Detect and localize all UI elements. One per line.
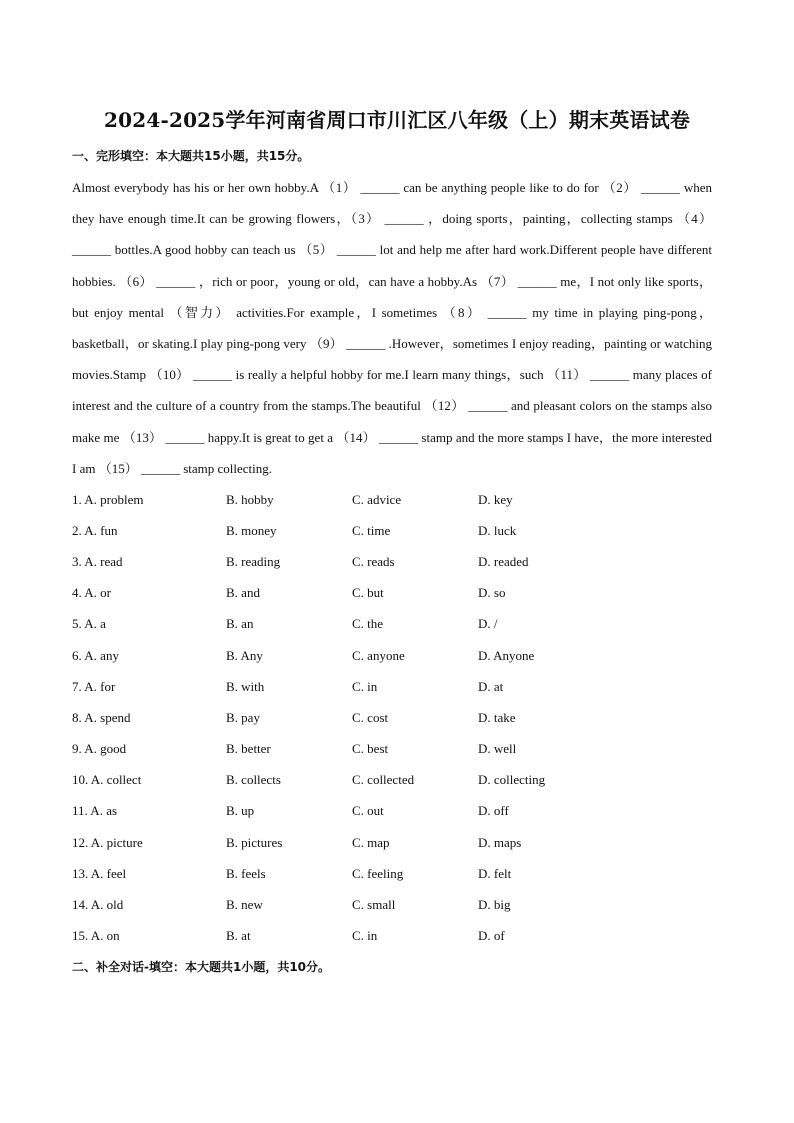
- option-a: 1. A. problem: [72, 491, 144, 507]
- option-b: B. pictures: [226, 834, 283, 850]
- option-d: D. of: [478, 928, 505, 944]
- option-d: D. well: [478, 741, 517, 757]
- option-b: B. collects: [226, 772, 281, 788]
- option-b: B. Any: [226, 647, 263, 663]
- option-d: D. at: [478, 678, 504, 694]
- option-a: 7. A. for: [72, 678, 116, 694]
- option-b: B. reading: [226, 553, 281, 569]
- option-b: B. an: [226, 616, 254, 632]
- option-a: 5. A. a: [72, 616, 106, 632]
- exam-title: 2024-2025学年河南省周口市川汇区八年级（上）期末英语试卷: [103, 108, 691, 132]
- option-d: D. luck: [478, 522, 517, 538]
- option-a: 6. A. any: [72, 647, 119, 663]
- option-a: 14. A. old: [72, 897, 124, 913]
- option-d: D. key: [478, 491, 513, 507]
- section-2-heading: 二、补全对话-填空：本大题共1小题，共10分。: [72, 960, 331, 974]
- question-row: [72, 546, 712, 577]
- option-a: 12. A. picture: [72, 834, 143, 850]
- option-c: C. reads: [352, 553, 395, 569]
- option-a: 2. A. fun: [72, 522, 118, 538]
- option-a: 10. A. collect: [72, 772, 142, 788]
- question-row: [72, 515, 712, 546]
- cloze-passage: Almost everybody has his or her own hobby.A （1） ______ can be anything people like to do for （2） ______ when they have enough time.It can be growing flowers，（3） ______ ，doing sports，painting，collecting stamps （4） ______ bottles.A good hobby can teach us （5） ______ lot and help me after hard work.Different people have different hobbies. （6） ______ ，rich or poor，young or old，can have a hobby.As （7） ______ me，I not only like sports，but enjoy mental （智力） activities.For example，I sometimes （8） ______ my time in playing ping-pong，basketball，or skating.I play ping-pong very （9） ______ .However，sometimes I enjoy reading，painting or watching movies.Stamp （10） ______ is really a helpful hobby for me.I learn many things，such （11） ______ many places of interest and the culture of a country from the stamps.The beautiful （12） ______ and pleasant colors on the stamps also make me （13） ______ happy.It is great to get a （14） ______ stamp and the more stamps I have，the more interested I am （15） ______ stamp collecting.: [72, 180, 712, 476]
- option-b: B. and: [226, 585, 260, 601]
- option-c: C. in: [352, 678, 378, 694]
- option-d: D. so: [478, 585, 506, 601]
- option-d: D. big: [478, 897, 511, 913]
- question-row: [72, 765, 712, 796]
- question-row: [72, 578, 712, 609]
- option-a: 15. A. on: [72, 928, 120, 944]
- question-row: [72, 734, 712, 765]
- option-c: C. cost: [352, 709, 389, 725]
- option-b: B. better: [226, 741, 271, 757]
- option-d: D. Anyone: [478, 647, 535, 663]
- option-c: C. best: [352, 741, 389, 757]
- option-b: B. new: [226, 897, 263, 913]
- option-b: B. at: [226, 928, 251, 944]
- option-c: C. anyone: [352, 647, 405, 663]
- option-a: 9. A. good: [72, 741, 127, 757]
- option-b: B. up: [226, 803, 255, 819]
- option-c: C. but: [352, 585, 384, 601]
- options-list: [72, 484, 712, 952]
- option-d: D. readed: [478, 553, 529, 569]
- question-row: [72, 858, 712, 889]
- option-a: 13. A. feel: [72, 865, 127, 881]
- question-row: [72, 921, 712, 952]
- question-row: [72, 827, 712, 858]
- question-row: [72, 889, 712, 920]
- option-c: C. the: [352, 616, 384, 632]
- option-c: C. collected: [352, 772, 415, 788]
- option-b: B. hobby: [226, 491, 274, 507]
- option-a: 11. A. as: [72, 803, 118, 819]
- option-c: C. feeling: [352, 865, 404, 881]
- option-c: C. out: [352, 803, 384, 819]
- option-a: 4. A. or: [72, 585, 111, 601]
- option-d: D. felt: [478, 865, 512, 881]
- option-c: C. in: [352, 928, 378, 944]
- option-d: D. collecting: [478, 772, 546, 788]
- option-c: C. small: [352, 897, 396, 913]
- section-1-heading: 一、完形填空：本大题共15小题，共15分。: [72, 149, 310, 163]
- option-c: C. advice: [352, 491, 402, 507]
- option-d: D. /: [478, 616, 498, 632]
- option-a: 8. A. spend: [72, 709, 131, 725]
- option-c: C. map: [352, 834, 390, 850]
- option-a: 3. A. read: [72, 553, 123, 569]
- option-b: B. feels: [226, 865, 266, 881]
- option-b: B. money: [226, 522, 277, 538]
- option-d: D. off: [478, 803, 509, 819]
- question-row: [72, 484, 712, 515]
- question-row: [72, 702, 712, 733]
- question-row: [72, 609, 712, 640]
- option-b: B. pay: [226, 709, 260, 725]
- option-d: D. take: [478, 709, 516, 725]
- option-b: B. with: [226, 678, 265, 694]
- option-d: D. maps: [478, 834, 522, 850]
- question-row: [72, 671, 712, 702]
- question-row: [72, 640, 712, 671]
- option-c: C. time: [352, 522, 391, 538]
- question-row: [72, 796, 712, 827]
